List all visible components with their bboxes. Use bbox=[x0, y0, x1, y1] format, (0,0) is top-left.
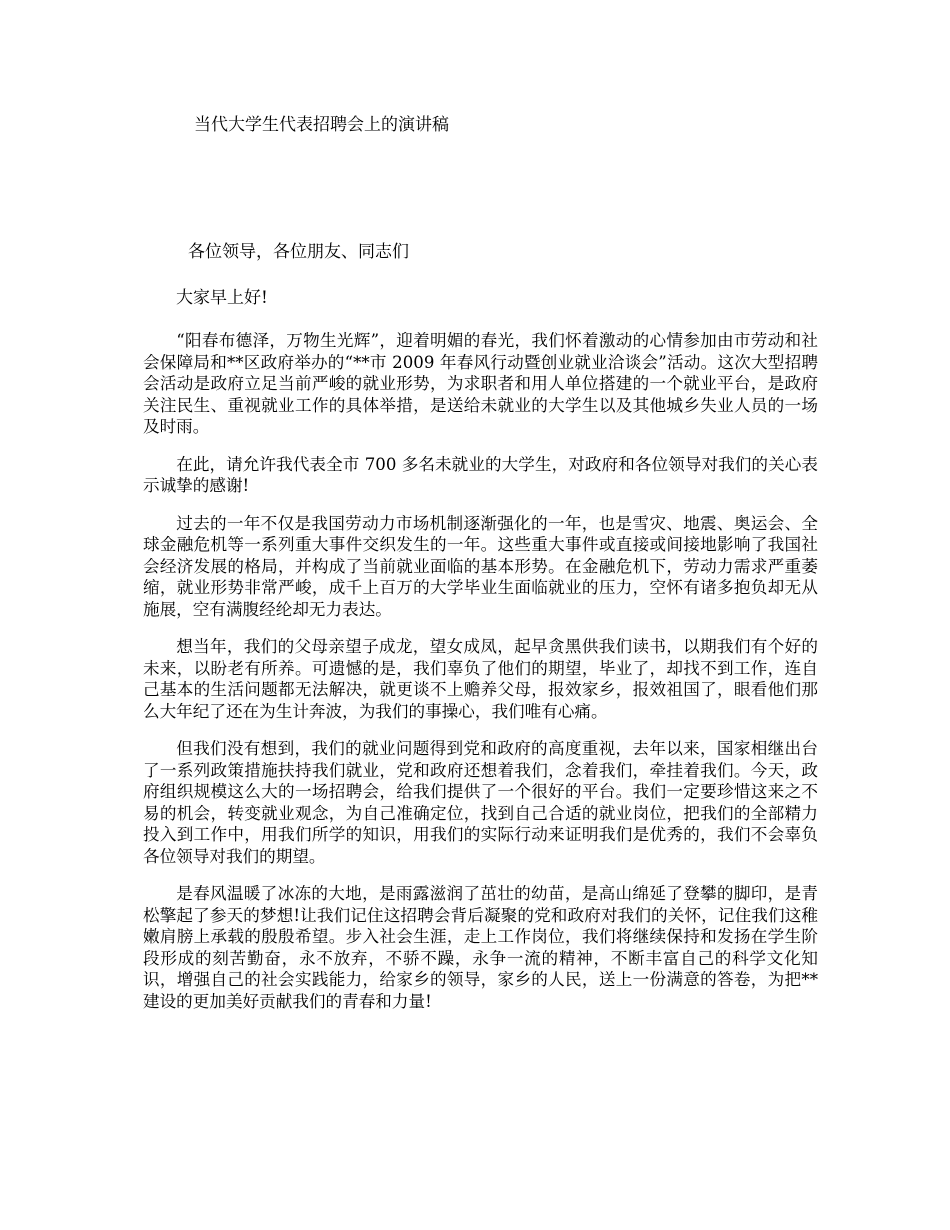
salutation: 各位领导，各位朋友、同志们 bbox=[188, 242, 409, 262]
paragraph-1: “阳春布德泽，万物生光辉”，迎着明媚的春光，我们怀着激动的心情参加由市劳动和社会保障局和**区政府举办的“**市 2009 年春风行动暨创业就业洽谈会”活动。这次大型招聘会活动是政府立足当前严峻的就业形势，为求职者和用人单位搭建的一个就业平台，是政府关注民生、重视就业工作的具体举措，是送给未就业的大学生以及其他城乡失业人员的一场及时雨。 bbox=[143, 331, 818, 436]
paragraph-2: 在此，请允许我代表全市 700 多名未就业的大学生，对政府和各位领导对我们的关心表示诚挚的感谢! bbox=[143, 454, 818, 495]
greeting: 大家早上好! bbox=[176, 288, 268, 308]
speech-body bbox=[143, 330, 818, 1028]
paragraph-4: 想当年，我们的父母亲望子成龙，望女成凤，起早贪黑供我们读书，以期我们有个好的未来，以盼老有所养。可遗憾的是，我们辜负了他们的期望，毕业了，却找不到工作，连自己基本的生活问题都无法解决，就更谈不上赡养父母，报效家乡，报效祖国了，眼看他们那么大年纪了还在为生计奔波，为我们的事操心，我们唯有心痛。 bbox=[143, 637, 818, 721]
document-title: 当代大学生代表招聘会上的演讲稿 bbox=[194, 115, 449, 135]
paragraph-6: 是春风温暖了冰冻的大地，是雨露滋润了茁壮的幼苗，是高山绵延了登攀的脚印，是青松擎起了参天的梦想!让我们记住这招聘会背后凝聚的党和政府对我们的关怀，记住我们这稚嫩肩膀上承载的殷殷希望。步入社会生涯，走上工作岗位，我们将继续保持和发扬在学生阶段形成的刻苦勤奋，永不放弃，不骄不躁，永争一流的精神，不断丰富自己的科学文化知识，增强自己的社会实践能力，给家乡的领导，家乡的人民，送上一份满意的答卷，为把**建设的更加美好贡献我们的青春和力量! bbox=[143, 884, 818, 1011]
paragraph-3: 过去的一年不仅是我国劳动力市场机制逐渐强化的一年，也是雪灾、地震、奥运会、全球金融危机等一系列重大事件交织发生的一年。这些重大事件或直接或间接地影响了我国社会经济发展的格局，并构成了当前就业面临的基本形势。在金融危机下，劳动力需求严重萎缩，就业形势非常严峻，成千上百万的大学毕业生面临就业的压力，空怀有诸多抱负却无从施展，空有满腹经纶却无力表达。 bbox=[143, 513, 818, 619]
paragraph-5: 但我们没有想到，我们的就业问题得到党和政府的高度重视，去年以来，国家相继出台了一系列政策措施扶持我们就业，党和政府还想着我们，念着我们，牵挂着我们。今天，政府组织规模这么大的一场招聘会，给我们提供了一个很好的平台。我们一定要珍惜这来之不易的机会，转变就业观念，为自己准确定位，找到自己合适的就业岗位，把我们的全部精力投入到工作中，用我们所学的知识，用我们的实际行动来证明我们是优秀的，我们不会辜负各位领导对我们的期望。 bbox=[143, 739, 818, 866]
